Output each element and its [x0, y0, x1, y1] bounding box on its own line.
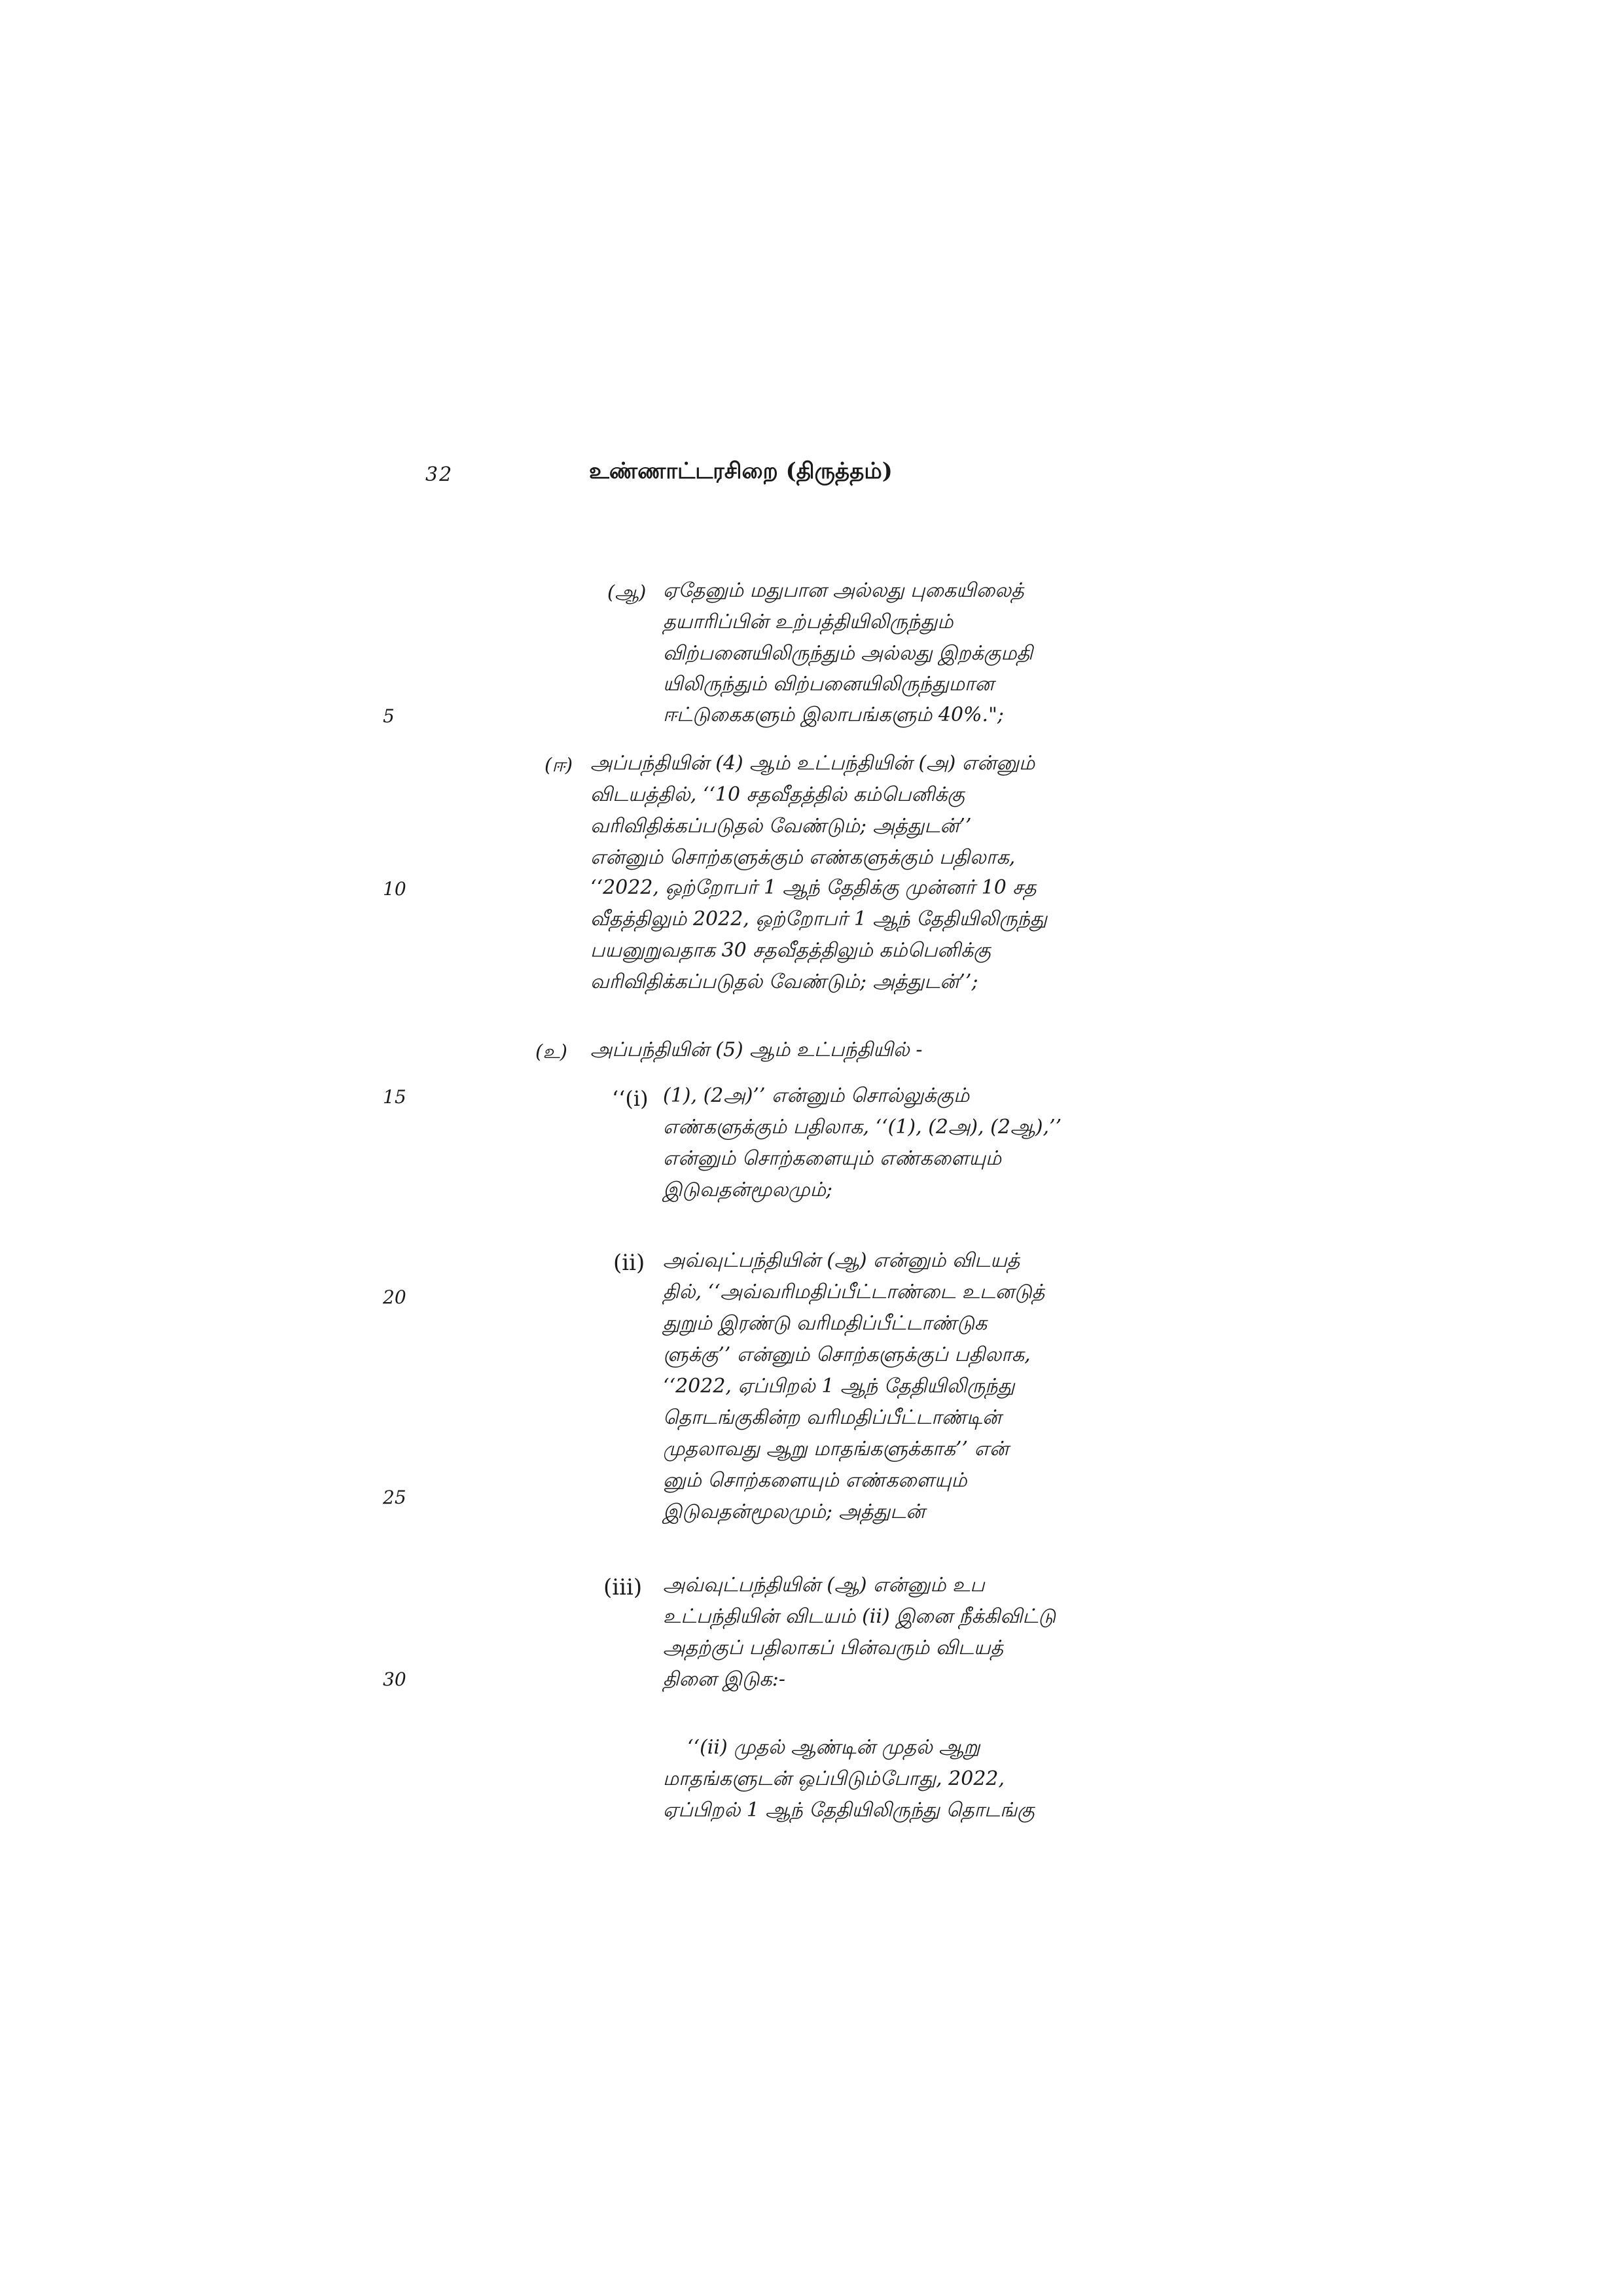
text-line: அப்பந்தியின் (4) ஆம் உட்பந்தியின் (அ) என்னும்	[590, 752, 1035, 775]
text-line: ‘‘(ii) முதல் ஆண்டின் முதல் ஆறு	[687, 1736, 980, 1759]
page-title: உண்ணாட்டரசிறை (திருத்தம்)	[589, 458, 893, 484]
text-line: யிலிருந்தும் விற்பனையிலிருந்துமான	[663, 673, 994, 696]
text-line: அப்பந்தியின் (5) ஆம் உட்பந்தியில் -	[590, 1038, 923, 1061]
line-number: 15	[383, 1086, 406, 1108]
paragraph-label: (ஈ)	[544, 754, 573, 776]
text-line: உட்பந்தியின் விடயம் (ii) இனை நீக்கிவிட்டு	[663, 1605, 1056, 1628]
text-line: ஏதேனும் மதுபான அல்லது புகையிலைத்	[663, 579, 1024, 602]
text-line: ‘‘2022, ஒற்றோபர் 1 ஆந் தேதிக்கு முன்னர் 10 சத	[590, 876, 1037, 899]
text-line: தினை இடுக:-	[663, 1668, 785, 1691]
sub-item-label: ‘‘(i)	[612, 1086, 649, 1111]
text-line: அதற்குப் பதிலாகப் பின்வரும் விடயத்	[663, 1636, 1004, 1659]
text-line: அவ்வுட்பந்தியின் (ஆ) என்னும் உப	[663, 1574, 985, 1597]
text-line: மாதங்களுடன் ஒப்பிடும்போது, 2022,	[663, 1767, 1005, 1790]
text-line: தில், ‘‘அவ்வரிமதிப்பீட்டாண்டை உடனடுத்	[663, 1280, 1045, 1303]
text-line: வீதத்திலும் 2022, ஒற்றோபர் 1 ஆந் தேதியிலிருந்து	[590, 908, 1048, 930]
text-line: ‘‘2022, ஏப்பிறல் 1 ஆந் தேதியிலிருந்து	[663, 1375, 1015, 1398]
line-number: 30	[383, 1669, 406, 1690]
text-line: னும் சொற்களையும் எண்களையும்	[663, 1469, 967, 1492]
page-number: 32	[425, 463, 454, 486]
text-line: விடயத்தில், ‘‘10 சதவீதத்தில் கம்பெனிக்கு	[590, 783, 965, 806]
text-line: பயனுறுவதாக 30 சதவீதத்திலும் கம்பெனிக்கு	[590, 939, 991, 962]
text-line: இடுவதன்மூலமும்;	[663, 1178, 832, 1201]
text-line: வரிவிதிக்கப்படுதல் வேண்டும்; அத்துடன்’’	[590, 815, 972, 838]
text-line: தயாரிப்பின் உற்பத்தியிலிருந்தும்	[663, 610, 954, 633]
text-line: தொடங்குகின்ற வரிமதிப்பீட்டாண்டின்	[663, 1406, 1002, 1429]
line-number: 25	[383, 1487, 406, 1508]
text-line: ஈட்டுகைகளும் இலாபங்களும் 40%.";	[663, 703, 1005, 726]
text-line: விற்பனையிலிருந்தும் அல்லது இறக்குமதி	[663, 642, 1033, 665]
text-line: (1), (2அ)’’ என்னும் சொல்லுக்கும்	[663, 1084, 970, 1107]
text-line: ஏப்பிறல் 1 ஆந் தேதியிலிருந்து தொடங்கு	[663, 1799, 1035, 1822]
line-number: 5	[383, 705, 395, 727]
text-line: என்னும் சொற்களுக்கும் எண்களுக்கும் பதிலாக,	[590, 846, 1016, 869]
text-line: அவ்வுட்பந்தியின் (ஆ) என்னும் விடயத்	[663, 1249, 1020, 1272]
line-number: 10	[383, 878, 406, 900]
text-line: முதலாவது ஆறு மாதங்களுக்காக’’ என்	[663, 1438, 1009, 1460]
text-line: வரிவிதிக்கப்படுதல் வேண்டும்; அத்துடன்’’;	[590, 970, 978, 993]
paragraph-label: (உ)	[535, 1040, 567, 1063]
line-number: 20	[383, 1286, 406, 1308]
paragraph-label: (ஆ)	[607, 581, 647, 603]
text-line: இடுவதன்மூலமும்; அத்துடன்	[663, 1500, 925, 1523]
text-line: எண்களுக்கும் பதிலாக, ‘‘(1), (2அ), (2ஆ),’’	[663, 1116, 1062, 1139]
sub-item-label: (ii)	[613, 1250, 645, 1276]
text-line: என்னும் சொற்களையும் எண்களையும்	[663, 1147, 1002, 1170]
text-line: துறும் இரண்டு வரிமதிப்பீட்டாண்டுக	[663, 1312, 988, 1335]
sub-item-label: (iii)	[603, 1574, 643, 1600]
text-line: ளுக்கு’’ என்னும் சொற்களுக்குப் பதிலாக,	[663, 1343, 1031, 1366]
